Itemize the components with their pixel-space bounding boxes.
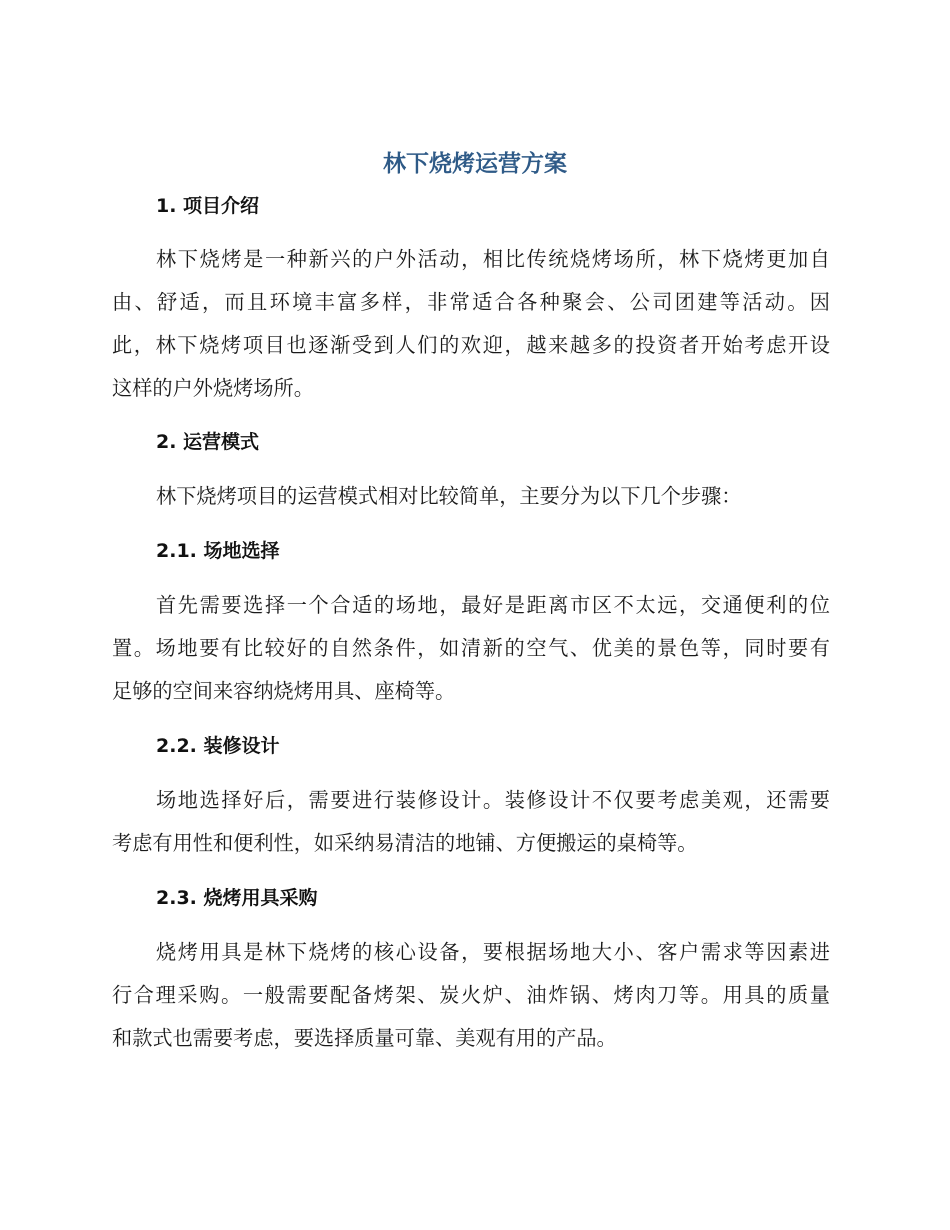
paragraph-line: 烧烤用具是林下烧烤的核心设备，要根据场地大小、客户需求等因素进	[156, 940, 830, 964]
section-heading-equipment-purchase: 2.3. 烧烤用具采购	[156, 887, 318, 909]
paragraph-line: 林下烧烤项目的运营模式相对比较简单，主要分为以下几个步骤：	[156, 484, 742, 508]
paragraph-line: 足够的空间来容纳烧烤用具、座椅等。	[112, 679, 456, 703]
section-heading-site-selection: 2.1. 场地选择	[156, 540, 280, 562]
paragraph-line: 置。场地要有比较好的自然条件，如清新的空气、优美的景色等，同时要有	[112, 636, 830, 660]
paragraph-line: 首先需要选择一个合适的场地，最好是距离市区不太远，交通便利的位	[156, 593, 830, 617]
paragraph-project-intro	[112, 238, 830, 410]
paragraph-line: 行合理采购。一般需要配备烤架、炭火炉、油炸锅、烤肉刀等。用具的质量	[112, 983, 830, 1007]
paragraph-equipment-purchase	[112, 931, 830, 1060]
paragraph-line: 这样的户外烧烤场所。	[112, 376, 314, 400]
section-heading-operation-mode: 2. 运营模式	[156, 431, 260, 453]
paragraph-line: 此，林下烧烤项目也逐渐受到人们的欢迎，越来越多的投资者开始考虑开设	[112, 333, 830, 357]
paragraph-line: 和款式也需要考虑，要选择质量可靠、美观有用的产品。	[112, 1026, 617, 1050]
paragraph-line: 考虑有用性和便利性，如采纳易清洁的地铺、方便搬运的桌椅等。	[112, 831, 698, 855]
paragraph-decoration-design	[112, 779, 830, 865]
paragraph-site-selection	[112, 584, 830, 713]
paragraph-line: 林下烧烤是一种新兴的户外活动，相比传统烧烤场所，林下烧烤更加自	[156, 247, 830, 271]
document-title: 林下烧烤运营方案	[383, 151, 567, 177]
paragraph-line: 由、舒适，而且环境丰富多样，非常适合各种聚会、公司团建等活动。因	[112, 290, 830, 314]
paragraph-operation-mode	[112, 475, 830, 518]
paragraph-line: 场地选择好后，需要进行装修设计。装修设计不仅要考虑美观，还需要	[156, 788, 830, 812]
section-heading-decoration-design: 2.2. 装修设计	[156, 735, 280, 757]
section-heading-project-intro: 1. 项目介绍	[156, 195, 260, 217]
